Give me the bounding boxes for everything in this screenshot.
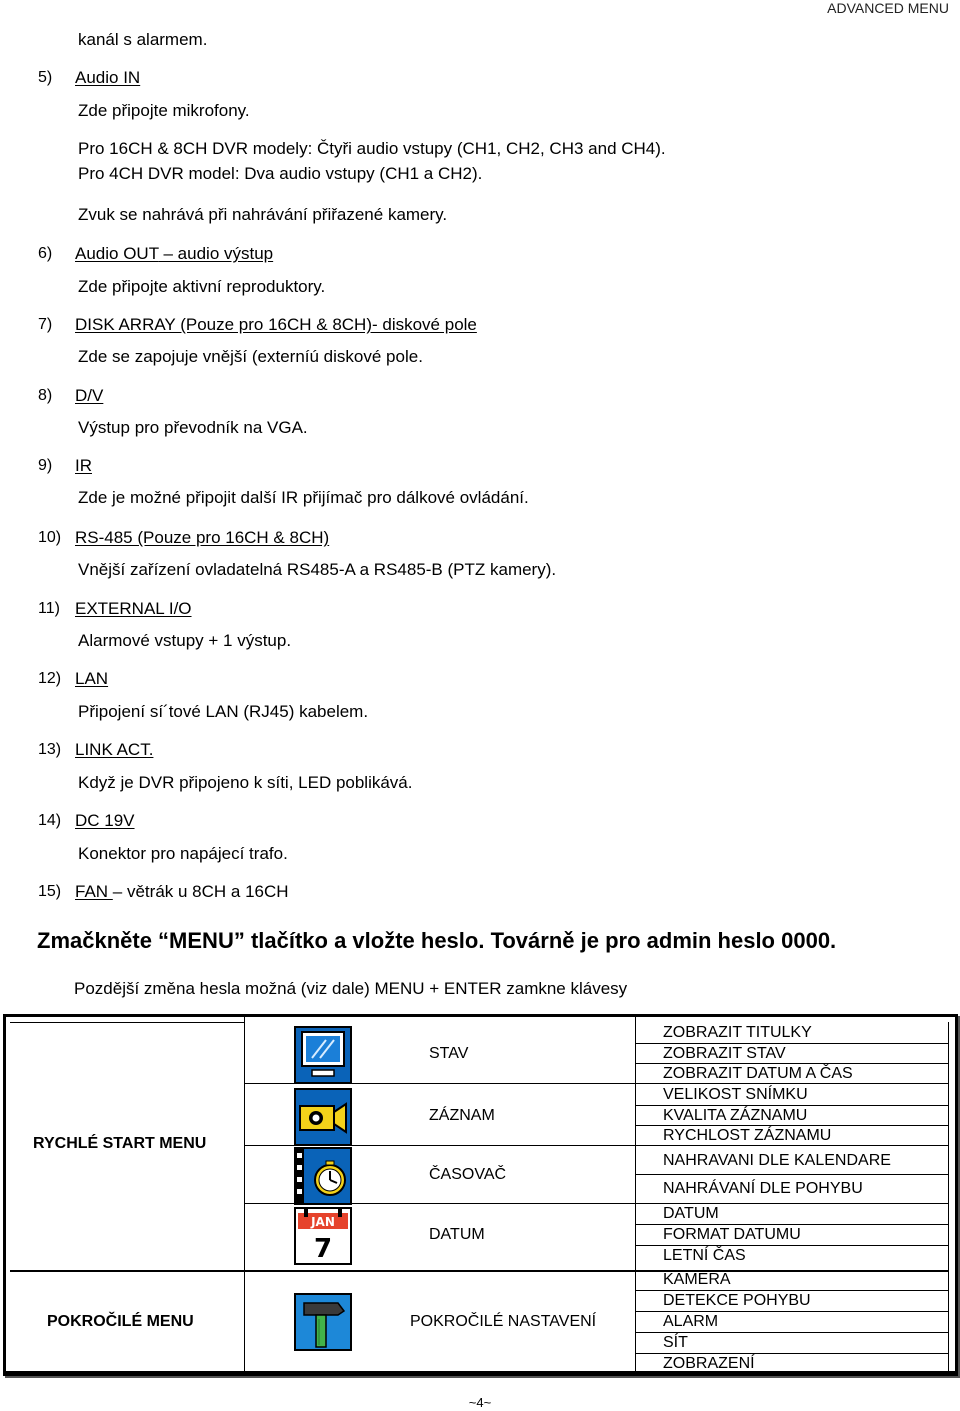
submenu-item[interactable]: ZOBRAZIT DATUM A ČAS xyxy=(663,1065,853,1082)
table-divider xyxy=(635,1105,948,1106)
item-desc: Pro 16CH & 8CH DVR modely: Čtyři audio vstupy (CH1, CH2, CH3 and CH4). xyxy=(78,139,666,158)
item-title-ir: IR xyxy=(75,456,92,475)
section-header: ADVANCED MENU xyxy=(827,0,949,16)
item-number: 9) xyxy=(38,457,53,474)
table-divider xyxy=(10,1270,244,1272)
table-divider xyxy=(244,1270,635,1272)
submenu-item[interactable]: ZOBRAZIT TITULKY xyxy=(663,1024,812,1041)
hammer-icon[interactable] xyxy=(294,1293,352,1351)
item-title-main: FAN xyxy=(75,882,113,901)
calendar-month: JAN xyxy=(311,1215,335,1229)
page-number: ~4~ xyxy=(468,1395,492,1410)
item-number: 5) xyxy=(38,69,53,86)
table-divider xyxy=(635,1125,948,1126)
item-desc: Výstup pro převodník na VGA. xyxy=(78,418,308,437)
item-desc: Pro 4CH DVR model: Dva audio vstupy (CH1 a CH2). xyxy=(78,164,483,183)
instruction-note: Pozdější změna hesla možná (viz dale) MENU + ENTER zamkne klávesy xyxy=(74,979,628,998)
submenu-item[interactable]: FORMAT DATUMU xyxy=(663,1226,801,1243)
camera-icon[interactable] xyxy=(294,1088,352,1146)
monitor-icon[interactable] xyxy=(294,1026,352,1084)
table-divider xyxy=(948,1022,949,1371)
table-divider xyxy=(635,1224,948,1225)
menu-datum[interactable]: DATUM xyxy=(429,1226,485,1243)
item-title-main: Audio OUT xyxy=(75,244,159,263)
table-divider xyxy=(635,1174,948,1175)
timer-icon[interactable] xyxy=(294,1147,352,1205)
submenu-item[interactable]: NAHRAVANI DLE KALENDARE xyxy=(663,1152,891,1169)
advanced-menu-label: POKROČILÉ MENU xyxy=(47,1313,194,1330)
item-number: 15) xyxy=(38,883,62,900)
submenu-item[interactable]: KAMERA xyxy=(663,1271,731,1288)
item-number: 7) xyxy=(38,316,53,333)
item-title-lan: LAN xyxy=(75,669,109,688)
item-number: 11) xyxy=(38,600,60,617)
table-divider xyxy=(635,1063,948,1064)
item-number: 10) xyxy=(38,529,62,546)
submenu-item[interactable]: KVALITA ZÁZNAMU xyxy=(663,1107,808,1124)
submenu-item[interactable]: NAHRÁVANÍ DLE POHYBU xyxy=(663,1180,863,1197)
table-divider xyxy=(244,1017,245,1371)
item-desc: Připojení sí´tové LAN (RJ45) kabelem. xyxy=(78,702,369,721)
item-desc: Konektor pro napájecí trafo. xyxy=(78,844,288,863)
submenu-item[interactable]: VELIKOST SNÍMKU xyxy=(663,1086,808,1103)
table-divider xyxy=(635,1083,948,1084)
table-divider xyxy=(635,1043,948,1044)
table-divider xyxy=(10,1022,244,1023)
menu-stav[interactable]: STAV xyxy=(429,1045,469,1062)
table-divider xyxy=(635,1332,948,1333)
item-number: 8) xyxy=(38,387,53,404)
item-number: 6) xyxy=(38,245,53,262)
submenu-item[interactable]: ALARM xyxy=(663,1313,719,1330)
item-number: 14) xyxy=(38,812,62,829)
item-title-rs485: RS-485 (Pouze pro 16CH & 8CH) xyxy=(75,528,330,547)
table-divider xyxy=(635,1245,948,1246)
item-desc: Zde připojte mikrofony. xyxy=(78,101,250,120)
submenu-item[interactable]: DATUM xyxy=(663,1205,719,1222)
table-divider xyxy=(635,1203,948,1204)
table-divider xyxy=(635,1311,948,1312)
submenu-item[interactable]: LETNÍ ČAS xyxy=(663,1247,746,1264)
item-title-suffix: – větrák u 8CH a 16CH xyxy=(112,882,289,901)
calendar-day: 7 xyxy=(313,1234,333,1264)
item-number: 13) xyxy=(38,741,62,758)
item-number: 12) xyxy=(38,670,62,687)
submenu-item[interactable]: SÍT xyxy=(663,1334,688,1351)
item-title-fan xyxy=(75,882,289,902)
item-desc: Zde se zapojuje vnější (externíú diskové pole. xyxy=(78,347,423,366)
item-desc: Zvuk se nahrává při nahrávání přiřazené kamery. xyxy=(78,205,448,224)
table-divider xyxy=(635,1290,948,1291)
table-divider xyxy=(635,1017,636,1371)
submenu-item[interactable]: DETEKCE POHYBU xyxy=(663,1292,811,1309)
instruction-bold: Zmačkněte “MENU” tlačítko a vložte heslo. Továrně je pro admin heslo 0000. xyxy=(37,928,837,953)
item-title-audio-in: Audio IN xyxy=(75,68,141,87)
calendar-icon[interactable] xyxy=(294,1207,352,1265)
quick-start-menu-label: RYCHLÉ START MENU xyxy=(33,1135,207,1152)
item-title-suffix: – audio výstup xyxy=(158,244,274,263)
item-desc: Zde je možné připojit další IR přijímač pro dálkové ovládání. xyxy=(78,488,529,507)
menu-casovac[interactable]: ČASOVAČ xyxy=(429,1166,507,1183)
item-desc: Když je DVR připojeno k síti, LED poblikává. xyxy=(78,773,413,792)
item-title-dc19v: DC 19V xyxy=(75,811,135,830)
table-divider xyxy=(635,1145,948,1146)
submenu-item[interactable]: ZOBRAZENÍ xyxy=(663,1355,755,1372)
intro-line: kanál s alarmem. xyxy=(78,30,208,49)
item-title-external-io: EXTERNAL I/O xyxy=(75,599,192,618)
item-desc: Alarmové vstupy + 1 výstup. xyxy=(78,631,292,650)
submenu-item[interactable]: ZOBRAZIT STAV xyxy=(663,1045,786,1062)
item-desc: Zde připojte aktivní reproduktory. xyxy=(78,277,326,296)
item-title-dv: D/V xyxy=(75,386,104,405)
menu-zaznam[interactable]: ZÁZNAM xyxy=(429,1107,495,1124)
item-desc: Vnější zařízení ovladatelná RS485-A a RS485-B (PTZ kamery). xyxy=(78,560,557,579)
item-title-audio-out xyxy=(75,244,273,264)
menu-pokrocile-nastaveni[interactable]: POKROČILÉ NASTAVENÍ xyxy=(410,1313,597,1330)
item-title-disk-array: DISK ARRAY (Pouze pro 16CH & 8CH)- diskové pole xyxy=(75,315,477,334)
table-divider xyxy=(635,1353,948,1354)
item-title-link-act: LINK ACT. xyxy=(75,740,154,759)
submenu-item[interactable]: RYCHLOST ZÁZNAMU xyxy=(663,1127,832,1144)
